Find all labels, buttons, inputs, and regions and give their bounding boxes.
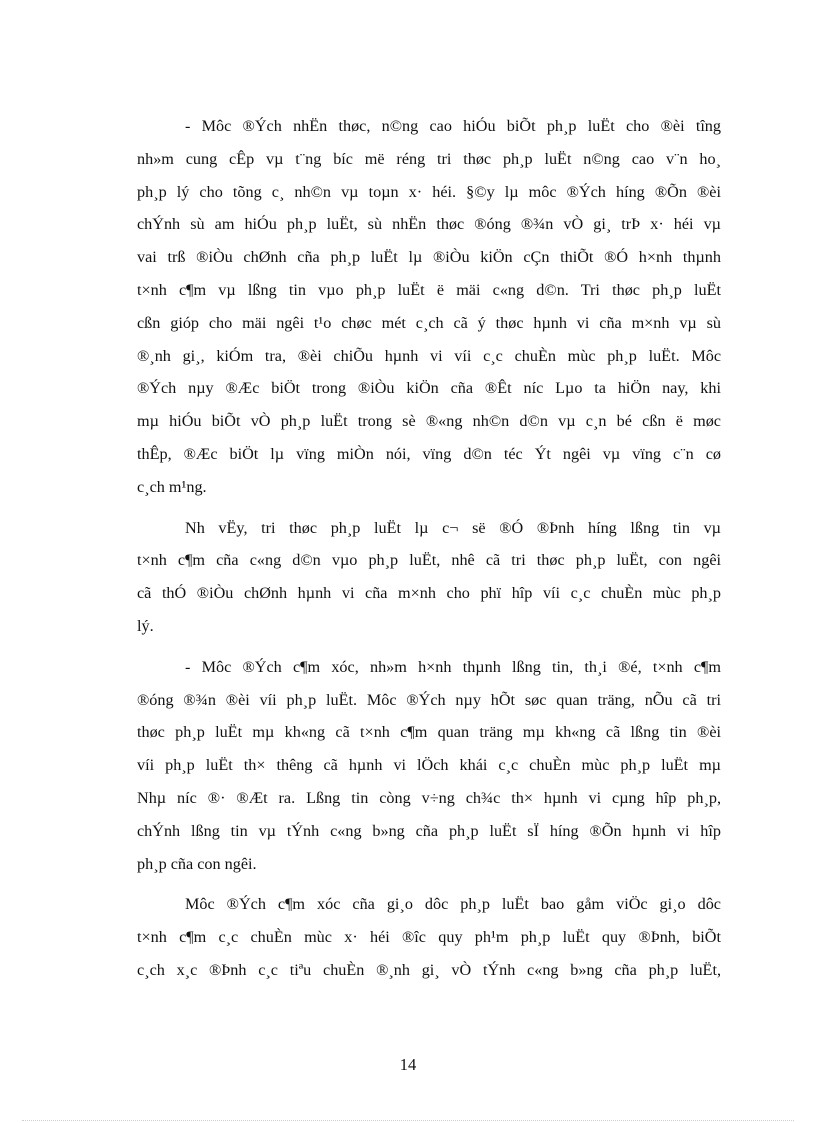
text-line: c¸ch m¹ng. <box>137 477 207 496</box>
text-line: ®Ých nµy ®Æc biÖt trong ®iÒu kiÖn cña ®Êt níc Lµo ta hiÖn nay, khi <box>137 379 721 398</box>
text-line: thøc ph¸p luËt mµ kh«ng cã t×nh c¶m quan träng mµ kh«ng cã lßng tin ®èi <box>137 723 721 742</box>
text-line: vai trß ®iÒu chØnh cña ph¸p luËt lµ ®iÒu kiÖn cÇn thiÕt ®Ó h×nh thµnh <box>137 248 721 267</box>
text-line: cã thÓ ®iÒu chØnh hµnh vi cña m×nh cho phï hîp víi c¸c chuÈn mùc ph¸p <box>137 584 721 603</box>
paragraph-3 <box>137 651 721 881</box>
text-line: Nhµ níc ®· ®Æt ra. Lßng tin còng v÷ng ch¾c th× hµnh vi cµng hîp ph¸p, <box>137 788 721 807</box>
text-line: mµ hiÓu biÕt vÒ ph¸p luËt trong sè ®«ng nh©n d©n vµ c¸n bé cßn ë møc <box>137 412 721 431</box>
text-line: chÝnh lßng tin vµ tÝnh c«ng b»ng cña ph¸p luËt sÏ híng ®Õn hµnh vi hîp <box>137 821 721 840</box>
text-line: ph¸p lý cho tõng c¸ nh©n vµ toµn x· héi. §©y lµ môc ®Ých híng ®Õn ®èi <box>137 182 721 201</box>
text-line: - Môc ®Ých c¶m xóc, nh»m h×nh thµnh lßng tin, th¸i ®é, t×nh c¶m <box>185 657 721 676</box>
page-bottom-divider <box>22 1120 794 1121</box>
text-line: nh»m cung cÊp vµ t¨ng bíc më réng tri thøc ph¸p luËt n©ng cao v¨n ho¸ <box>137 149 721 168</box>
body-text <box>137 110 721 987</box>
text-line: c¸ch x¸c ®Þnh c¸c tiªu chuÈn ®¸nh gi¸ vÒ tÝnh c«ng b»ng cña ph¸p luËt, <box>137 960 721 979</box>
text-line: ®¸nh gi¸, kiÓm tra, ®èi chiÕu hµnh vi víi c¸c chuÈn mùc ph¸p luËt. Môc <box>137 346 721 365</box>
text-line: lý. <box>137 616 154 635</box>
text-line: t×nh c¶m vµ lßng tin vµo ph¸p luËt ë mäi c«ng d©n. Tri thøc ph¸p luËt <box>137 280 721 299</box>
text-line: t×nh c¶m cña c«ng d©n vµo ph¸p luËt, nhê cã tri thøc ph¸p luËt, con ngêi <box>137 551 721 570</box>
text-line: t×nh c¶m c¸c chuÈn mùc x· héi ®îc quy ph¹m ph¸p luËt quy ®Þnh, biÕt <box>137 928 721 947</box>
text-line: ph¸p cña con ngêi. <box>137 854 257 873</box>
text-line: cßn gióp cho mäi ngêi t¹o chøc mét c¸ch cã ý thøc hµnh vi cña m×nh vµ sù <box>137 313 721 332</box>
text-line: Nh vËy, tri thøc ph¸p luËt lµ c¬ së ®Ó ®Þnh híng lßng tin vµ <box>185 518 721 537</box>
page-number: 14 <box>399 1055 417 1074</box>
text-line: chÝnh sù am hiÓu ph¸p luËt, sù nhËn thøc ®óng ®¾n vÒ gi¸ trÞ x· héi vµ <box>137 215 721 234</box>
text-line: ®óng ®¾n ®èi víi ph¸p luËt. Môc ®Ých nµy hÕt søc quan träng, nÕu cã tri <box>137 690 721 709</box>
text-line: - Môc ®Ých nhËn thøc, n©ng cao hiÓu biÕt ph¸p luËt cho ®èi tîng <box>185 117 721 135</box>
text-line: víi ph¸p luËt th× thêng cã hµnh vi lÖch khái c¸c chuÈn mùc ph¸p luËt mµ <box>137 756 721 775</box>
paragraph-4 <box>137 888 721 986</box>
text-line: Môc ®Ých c¶m xóc cña gi¸o dôc ph¸p luËt bao gåm viÖc gi¸o dôc <box>185 895 721 914</box>
paragraph-1 <box>137 110 721 504</box>
text-line: thÊp, ®Æc biÖt lµ vïng miÒn nói, vïng d©n téc Ýt ngêi vµ vïng c¨n cø <box>137 444 721 463</box>
paragraph-2 <box>137 512 721 643</box>
